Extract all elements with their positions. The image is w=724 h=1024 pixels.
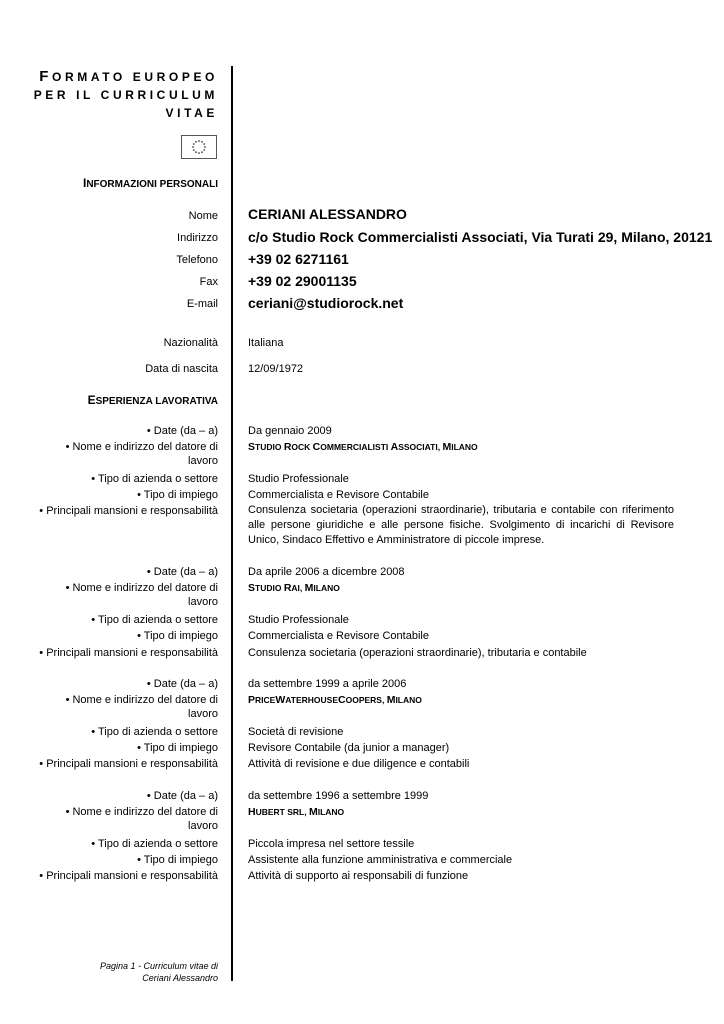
- section-personal-info: INFORMAZIONI PERSONALI: [82, 176, 218, 190]
- eu-flag-icon: [181, 135, 217, 159]
- duties-label: • Principali mansioni e responsabilità: [39, 505, 218, 517]
- nascita-value: 12/09/1972: [248, 363, 304, 375]
- job-type-label: • Tipo di impiego: [137, 630, 218, 642]
- job-type: Commercialista e Revisore Contabile: [248, 630, 429, 642]
- nazionalita-value: Italiana: [248, 337, 284, 349]
- date-label: • Date (da – a): [146, 566, 218, 578]
- job-duties: Attività di revisione e due diligence e contabili: [248, 758, 470, 770]
- indirizzo-label: Indirizzo: [177, 232, 218, 244]
- fax-value: +39 02 29001135: [248, 273, 357, 289]
- sector-label: • Tipo di azienda o settore: [91, 473, 218, 485]
- sector-label: • Tipo di azienda o settore: [91, 614, 218, 626]
- job-date: Da gennaio 2009: [248, 425, 332, 437]
- job-type-label: • Tipo di impiego: [137, 489, 218, 501]
- job-date: Da aprile 2006 a dicembre 2008: [248, 566, 405, 578]
- vertical-divider: [231, 66, 233, 981]
- job-sector: Studio Professionale: [248, 473, 349, 485]
- job-type: Assistente alla funzione amministrativa e commerciale: [248, 854, 513, 866]
- job-type-label: • Tipo di impiego: [137, 742, 218, 754]
- employer-label: • Nome e indirizzo del datore di lavoro: [65, 806, 218, 832]
- job-date: da settembre 1999 a aprile 2006: [248, 678, 407, 690]
- job-duties: Attività di supporto ai responsabili di funzione: [248, 870, 469, 882]
- email-value: ceriani@studiorock.net: [248, 295, 404, 311]
- sector-label: • Tipo di azienda o settore: [91, 838, 218, 850]
- indirizzo-value: c/o Studio Rock Commercialisti Associati, Via Turati 29, Milano, 20121: [248, 229, 713, 245]
- employer-label: • Nome e indirizzo del datore di lavoro: [65, 441, 218, 467]
- nazionalita-label: Nazionalità: [163, 337, 218, 349]
- job-sector: Società di revisione: [248, 726, 344, 738]
- section-work-experience: ESPERIENZA LAVORATIVA: [87, 393, 218, 407]
- job-employer: PRICEWATERHOUSECOOPERS, MILANO: [248, 694, 422, 706]
- document-title: FORMATO EUROPEO PER IL CURRICULUM VITAE: [33, 68, 218, 120]
- date-label: • Date (da – a): [146, 790, 218, 802]
- fax-label: Fax: [199, 276, 218, 288]
- date-label: • Date (da – a): [146, 678, 218, 690]
- date-label: • Date (da – a): [146, 425, 218, 437]
- employer-label: • Nome e indirizzo del datore di lavoro: [65, 582, 218, 608]
- duties-label: • Principali mansioni e responsabilità: [39, 647, 218, 659]
- job-sector: Piccola impresa nel settore tessile: [248, 838, 415, 850]
- telefono-label: Telefono: [176, 254, 218, 266]
- sector-label: • Tipo di azienda o settore: [91, 726, 218, 738]
- duties-label: • Principali mansioni e responsabilità: [39, 758, 218, 770]
- page-footer: Pagina 1 - Curriculum vitae di Ceriani Alessandro: [99, 961, 218, 983]
- job-type: Commercialista e Revisore Contabile: [248, 489, 429, 501]
- job-employer: STUDIO ROCK COMMERCIALISTI ASSOCIATI, MILANO: [248, 441, 478, 453]
- nome-value: CERIANI ALESSANDRO: [248, 206, 407, 222]
- job-sector: Studio Professionale: [248, 614, 349, 626]
- job-duties: Consulenza societaria (operazioni straordinarie), tributaria e contabile: [248, 647, 587, 659]
- employer-label: • Nome e indirizzo del datore di lavoro: [65, 694, 218, 720]
- job-duties: Consulenza societaria (operazioni straordinarie), tributaria e contabile con riferimento alle persone giuridiche e alle persone fisiche. Svolgimento di incarichi di Revisore Unico, Sindaco Effettivo e Amministratore di piccole imprese.: [248, 504, 674, 546]
- nome-label: Nome: [188, 210, 218, 222]
- email-label: E-mail: [186, 298, 218, 310]
- job-employer: STUDIO RAI, MILANO: [248, 582, 340, 594]
- job-type: Revisore Contabile (da junior a manager): [248, 742, 450, 754]
- duties-label: • Principali mansioni e responsabilità: [39, 870, 218, 882]
- job-date: da settembre 1996 a settembre 1999: [248, 790, 429, 802]
- telefono-value: +39 02 6271161: [248, 251, 349, 267]
- job-employer: HUBERT SRL, MILANO: [248, 806, 345, 818]
- nascita-label: Data di nascita: [145, 363, 218, 375]
- job-type-label: • Tipo di impiego: [137, 854, 218, 866]
